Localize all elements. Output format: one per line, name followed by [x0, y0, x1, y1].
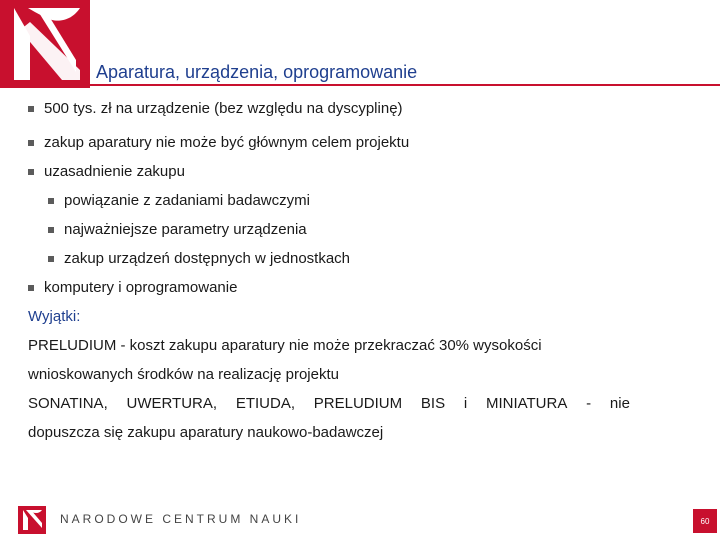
sub-bullet-item	[48, 192, 310, 209]
sonatina-word: PRELUDIUM	[313, 395, 403, 412]
bullet-text: zakup aparatury nie może być głównym celem projektu	[44, 134, 410, 151]
bullet-square-icon	[28, 140, 34, 146]
sonatina-line-1	[28, 395, 630, 412]
bullet-square-icon	[28, 169, 34, 175]
exceptions-label: Wyjątki:	[28, 308, 81, 325]
sonatina-word: UWERTURA,	[126, 395, 218, 412]
bullet-text: komputery i oprogramowanie	[44, 279, 238, 296]
sonatina-line-2: dopuszcza się zakupu aparatury naukowo-badawczej	[28, 424, 384, 441]
sonatina-word: MINIATURA	[485, 395, 568, 412]
ncn-logo	[0, 0, 90, 88]
bullet-item	[28, 163, 185, 180]
bullet-item	[28, 100, 403, 117]
sonatina-word: ETIUDA,	[235, 395, 296, 412]
bullet-item	[28, 279, 237, 296]
prelude-line-1: PRELUDIUM - koszt zakupu aparatury nie może przekraczać 30% wysokości	[28, 337, 542, 354]
bullet-text: najważniejsze parametry urządzenia	[64, 221, 307, 238]
bullet-square-icon	[48, 227, 54, 233]
bullet-item	[28, 134, 409, 151]
bullet-square-icon	[28, 106, 34, 112]
page-number-badge: 60	[693, 509, 717, 533]
bullet-square-icon	[48, 198, 54, 204]
bullet-text: uzasadnienie zakupu	[44, 163, 185, 180]
sub-bullet-item	[48, 221, 307, 238]
sonatina-word: SONATINA,	[28, 395, 108, 412]
sonatina-word: nie	[609, 395, 630, 412]
footer-org-name: NARODOWE CENTRUM NAUKI	[60, 512, 302, 526]
title-underline	[90, 84, 720, 86]
slide-title: Aparatura, urządzenia, oprogramowanie	[96, 62, 418, 82]
bullet-text: powiązanie z zadaniami badawczymi	[64, 192, 310, 209]
bullet-square-icon	[48, 256, 54, 262]
bullet-square-icon	[28, 285, 34, 291]
bullet-text: zakup urządzeń dostępnych w jednostkach	[64, 250, 351, 267]
sonatina-word: i	[463, 395, 468, 412]
sub-bullet-item	[48, 250, 350, 267]
sonatina-word: BIS	[420, 395, 446, 412]
bullet-text: 500 tys. zł na urządzenie (bez względu na dyscyplinę)	[44, 100, 403, 117]
ncn-footer-logo	[18, 506, 46, 534]
prelude-line-2: wnioskowanych środków na realizację projektu	[28, 366, 339, 383]
sonatina-word: -	[586, 395, 592, 412]
